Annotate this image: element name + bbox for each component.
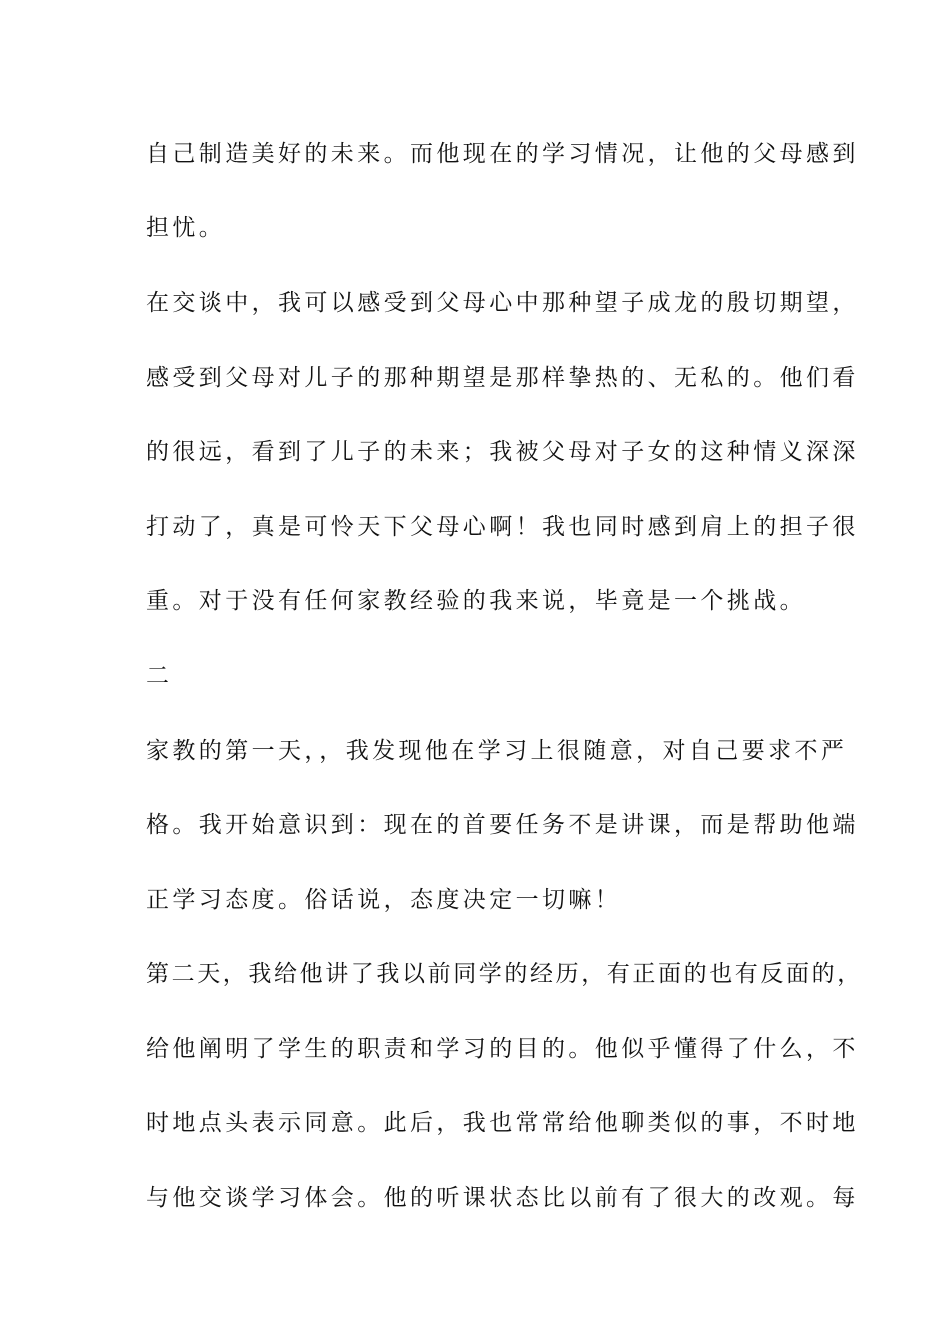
text-line: 时地点头表示同意。此后，我也常常给他聊类似的事，不时地: [146, 1110, 859, 1136]
text-line: 在交谈中，我可以感受到父母心中那种望子成龙的殷切期望，: [146, 290, 859, 316]
section-heading: 二: [146, 663, 173, 689]
text-line: 打动了，真是可怜天下父母心啊！我也同时感到肩上的担子很: [146, 514, 859, 540]
text-line: 正学习态度。俗话说，态度决定一切嘛！: [146, 887, 622, 913]
text-line: 的很远，看到了儿子的未来；我被父母对子女的这种情义深深: [146, 439, 859, 465]
text-line: 自己制造美好的未来。而他现在的学习情况，让他的父母感到: [146, 141, 859, 167]
text-line: 第二天，我给他讲了我以前同学的经历，有正面的也有反面的，: [146, 961, 863, 987]
text-line: 格。我开始意识到：现在的首要任务不是讲课，而是帮助他端: [146, 812, 859, 838]
text-line: 重。对于没有任何家教经验的我来说，毕竟是一个挑战。: [146, 588, 806, 614]
text-line: 感受到父母对儿子的那种期望是那样挚热的、无私的。他们看: [146, 365, 859, 391]
text-line: 给他阐明了学生的职责和学习的目的。他似乎懂得了什么，不: [146, 1036, 859, 1062]
text-line: 家教的第一天，，我发现他在学习上很随意，对自己要求不严: [146, 738, 848, 764]
text-line: 担忧。: [146, 215, 226, 241]
text-line: 与他交谈学习体会。他的听课状态比以前有了很大的改观。每: [146, 1185, 859, 1211]
